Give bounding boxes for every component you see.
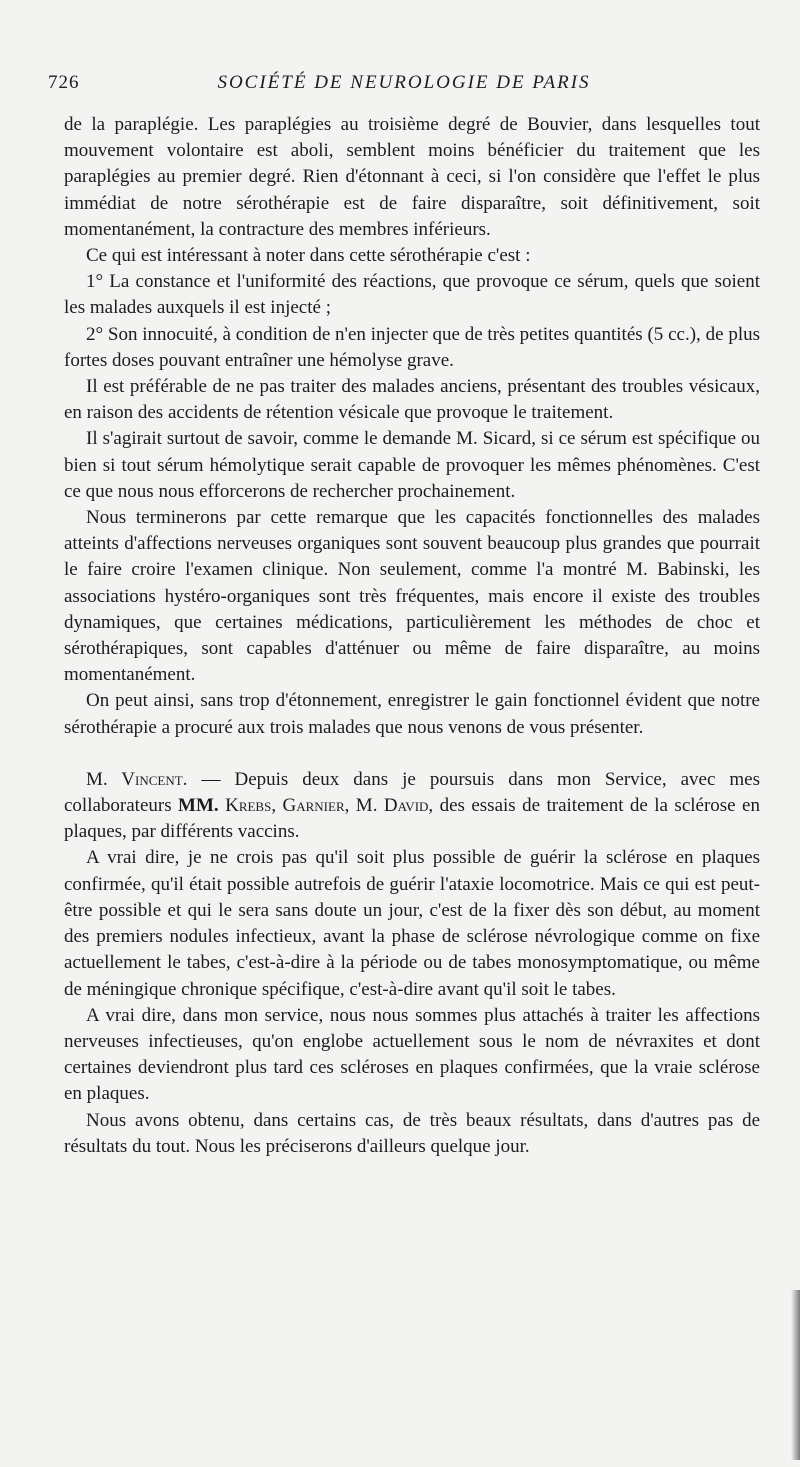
running-title: SOCIÉTÉ DE NEUROLOGIE DE PARIS	[217, 72, 591, 93]
paragraph: 1° La constance et l'uniformité des réactions, que provoque ce sérum, quels que soient les malades auxquels il est injecté ;	[64, 271, 760, 319]
paragraph: Nous terminerons par cette remarque que les capacités fonctionnelles des malades atteints d'affections nerveuses organiques sont souvent beaucoup plus grandes que pourrait le faire croire l'examen clinique. Non seulement, comme l'a montré M. Babinski, les associations hystéro-organiques sont très fréquentes, mais encore il existe des troubles dynamiques, que certaines médications, particulièrement les méthodes de choc et sérothérapiques, sont capables d'atténuer ou même de faire disparaître, au moins momentanément.	[64, 507, 760, 686]
paragraph: de la paraplégie. Les paraplégies au troisième degré de Bouvier, dans lesquelles tout mouvement volontaire est aboli, semblent moins bénéficier du traitement que les paraplégies au premier degré. Rien d'étonnant à ceci, si l'on considère que l'effet le plus immédiat de notre sérothérapie est de faire disparaître, soit définitivement, soit momentanément, la contracture des membres inférieurs.	[64, 114, 760, 240]
page-number: 726	[48, 72, 80, 93]
page-header	[48, 72, 760, 98]
paragraph: Nous avons obtenu, dans certains cas, de très beaux résultats, dans d'autres pas de résultats du tout. Nous les préciserons d'ailleurs quelque jour.	[64, 1109, 760, 1157]
paragraph: Ce qui est intéressant à noter dans cette sérothérapie c'est :	[86, 245, 531, 267]
collaborator-name: Garnier	[282, 795, 345, 817]
paragraph: Il s'agirait surtout de savoir, comme le demande M. Sicard, si ce sérum est spécifique ou bien si tout sérum hémolytique serait capable de provoquer les mêmes phénomènes. C'est ce que nous nous efforcerons de rechercher prochainement.	[64, 428, 760, 502]
speaker-name: M. Vincent.	[86, 768, 188, 790]
paragraph: On peut ainsi, sans trop d'étonnement, enregistrer le gain fonctionnel évident que notre sérothérapie a procuré aux trois malades que nous venons de vous présenter.	[64, 690, 760, 738]
body-text	[64, 112, 760, 1160]
paragraph: A vrai dire, je ne crois pas qu'il soit plus possible de guérir la sclérose en plaques confirmée, qu'il était possible autrefois de guérir l'ataxie locomotrice. Mais ce qui est peut-être possible et qui le sera sans doute un jour, c'est de la fixer dès son début, au moment des premiers nodules infectieux, avant la phase de sclérose névrologique comme on fixe actuellement le tabes, c'est-à-dire à la période ou de tabes monosymptomatique, ou même de méningique chronique spécifique, c'est-à-dire avant qu'il soit le tabes.	[64, 847, 760, 1000]
page-edge-shadow	[791, 1290, 800, 1460]
paragraph: 2° Son innocuité, à condition de n'en injecter que de très petites quantités (5 cc.), de plus fortes doses pouvant entraîner une hémolyse grave.	[64, 323, 760, 371]
collaborator-name: Krebs	[225, 795, 272, 817]
paragraph: A vrai dire, dans mon service, nous nous sommes plus attachés à traiter les affections nerveuses infectieuses, qu'on englobe actuellement sous le nom de névraxites et dont certaines deviendront plus tard ces scléroses en plaques confirmées, que la vraie sclérose en plaques.	[64, 1004, 760, 1105]
section-gap	[64, 741, 760, 767]
collaborator-name: David	[383, 795, 429, 817]
paragraph: Il est préférable de ne pas traiter des malades anciens, présentant des troubles vésicaux, en raison des accidents de rétention vésicale que provoque le traitement.	[64, 376, 760, 424]
vincent-intro: M. Vincent. — Depuis deux dans je poursuis dans mon Service, avec mes collaborateurs MM. Krebs, Garnier, M. David, des essais de traitement de la sclérose en plaques, par différents vaccins.	[64, 768, 760, 843]
